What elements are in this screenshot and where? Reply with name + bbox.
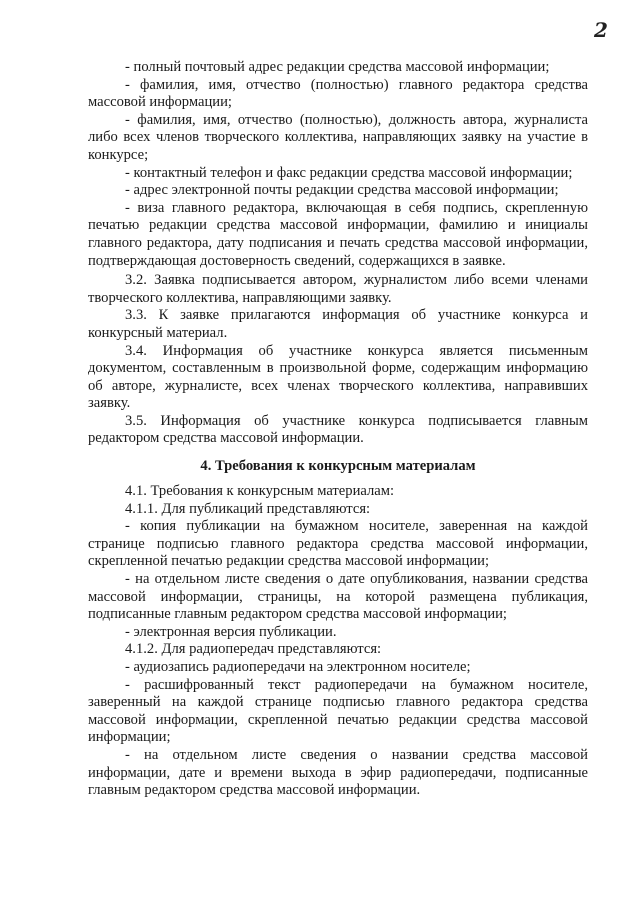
- list-item-publication-info: - на отдельном листе сведения о дате опубликования, названии средства массовой информации, страницы, на которой размещена публикация, подписанные главным редактором средства массовой информации;: [88, 571, 588, 623]
- clause-3-5: 3.5. Информация об участнике конкурса подписывается главным редактором средства массовой информации.: [88, 412, 588, 447]
- clause-4-1-2: 4.1.2. Для радиопередач представляются:: [125, 641, 382, 658]
- clause-4-1-1: 4.1.1. Для публикаций представляются:: [125, 500, 371, 517]
- list-item-postal-address: - полный почтовый адрес редакции средства массовой информации;: [125, 59, 550, 75]
- list-item-phone-fax: - контактный телефон и факс редакции средства массовой информации;: [125, 164, 573, 181]
- page-number: 2: [594, 18, 608, 42]
- document-body: [88, 59, 588, 800]
- list-item-author-name: - фамилия, имя, отчество (полностью), должность автора, журналиста либо всех членов творческого коллектива, направляющих заявку на участие в конкурсе;: [88, 111, 588, 163]
- list-item-editor-name: - фамилия, имя, отчество (полностью) главного редактора средства массовой информации;: [88, 76, 588, 111]
- list-item-email: - адрес электронной почты редакции средства массовой информации;: [125, 182, 559, 199]
- section-4-heading: 4. Требования к конкурсным материалам: [200, 458, 476, 475]
- list-item-publication-copy: - копия публикации на бумажном носителе, заверенная на каждой странице подписью главного редактора средства массовой информации, скрепленной печатью редакции средства массовой информации;: [88, 518, 588, 570]
- clause-3-2: 3.2. Заявка подписывается автором, журналистом либо всеми членами творческого коллектива, направляющими заявку.: [88, 272, 588, 306]
- list-item-broadcast-info: - на отдельном листе сведения о названии средства массовой информации, дате и времени выхода в эфир радиопередачи, подписанные главным редактором средства массовой информации.: [88, 746, 588, 799]
- clause-3-3: 3.3. К заявке прилагаются информация об участнике конкурса и конкурсный материал.: [88, 307, 588, 341]
- list-item-editor-visa: - виза главного редактора, включающая в себя подпись, скрепленную печатью редакции средства массовой информации, фамилию и инициалы главного редактора, дату подписания и печать средства массовой информации, подтверждающая достоверность сведений, содержащихся в заявке.: [88, 199, 588, 269]
- clause-4-1: 4.1. Требования к конкурсным материалам:: [125, 483, 395, 500]
- list-item-electronic-version: - электронная версия публикации.: [125, 623, 337, 640]
- clause-3-4: 3.4. Информация об участнике конкурса является письменным документом, составленным в произвольной форме, содержащим информацию об авторе, журналисте, всех членах творческого коллектива, направивших заявку.: [88, 342, 588, 412]
- list-item-audio-record: - аудиозапись радиопередачи на электронном носителе;: [125, 659, 471, 675]
- list-item-transcript: - расшифрованный текст радиопередачи на бумажном носителе, заверенный на каждой странице подписью главного редактора средства массовой информации, скрепленной печатью редакции средства массовой информации;: [88, 676, 588, 746]
